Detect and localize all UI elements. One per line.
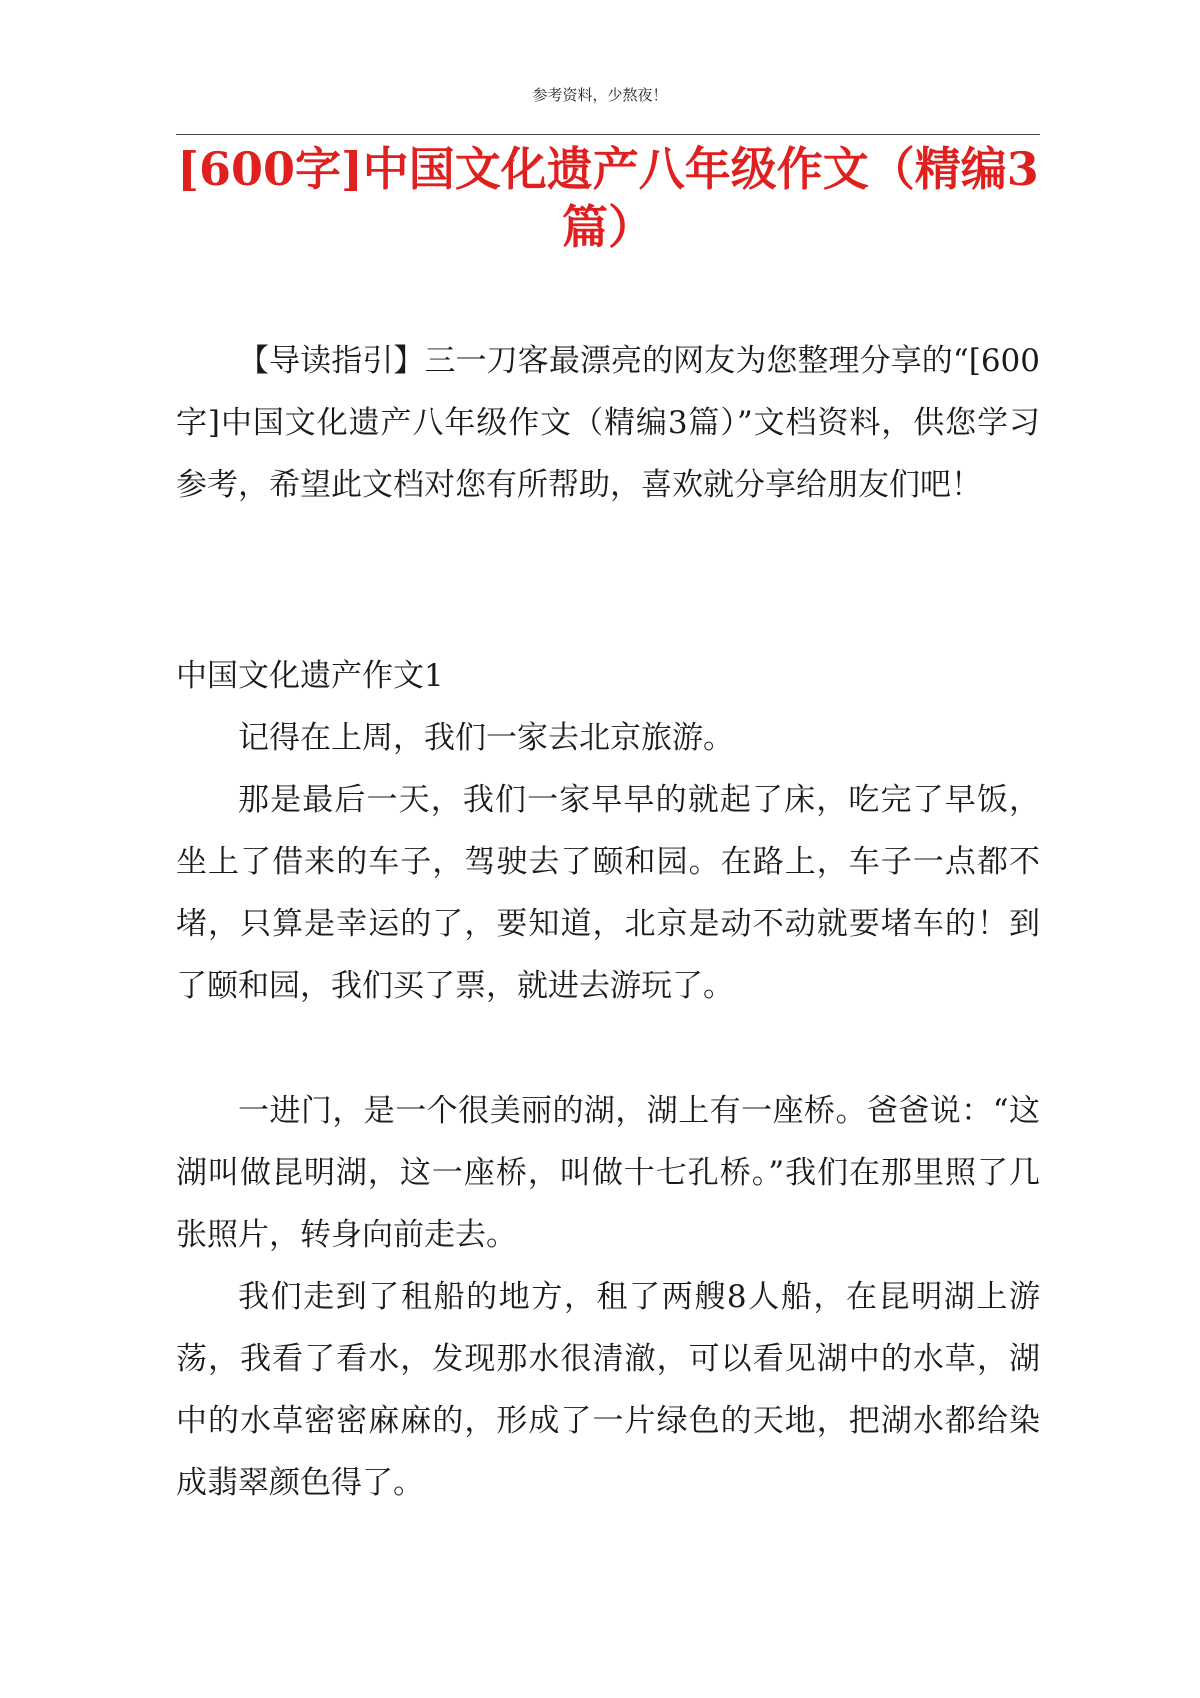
body-paragraph: 一进门，是一个很美丽的湖，湖上有一座桥。爸爸说：“这湖叫做昆明湖，这一座桥，叫做十七孔桥。”我们在那里照了几张照片，转身向前走去。 bbox=[176, 1093, 1040, 1253]
section-heading: 中国文化遗产作文1 bbox=[176, 658, 444, 694]
body-paragraph: 那是最后一天，我们一家早早的就起了床，吃完了早饭，坐上了借来的车子，驾驶去了颐和园。在路上，车子一点都不堵，只算是幸运的了，要知道，北京是动不动就要堵车的！到了颐和园，我们买了票，就进去游玩了。 bbox=[176, 782, 1040, 1004]
header-note: 参考资料，少熬夜！ bbox=[532, 86, 668, 104]
intro-paragraph: 【导读指引】三一刀客最漂亮的网友为您整理分享的“[600字]中国文化遗产八年级作文（精编3篇）”文档资料，供您学习参考，希望此文档对您有所帮助，喜欢就分享给朋友们吧！ bbox=[176, 343, 1040, 503]
header-divider bbox=[176, 134, 1040, 135]
body-paragraph: 记得在上周，我们一家去北京旅游。 bbox=[238, 720, 734, 756]
body-paragraph: 我们走到了租船的地方，租了两艘8人船，在昆明湖上游荡，我看了看水，发现那水很清澈，可以看见湖中的水草，湖中的水草密密麻麻的，形成了一片绿色的天地，把湖水都给染成翡翠颜色得了。 bbox=[176, 1279, 1040, 1501]
document-title: [600字]中国文化遗产八年级作文（精编3篇） bbox=[177, 142, 1039, 254]
